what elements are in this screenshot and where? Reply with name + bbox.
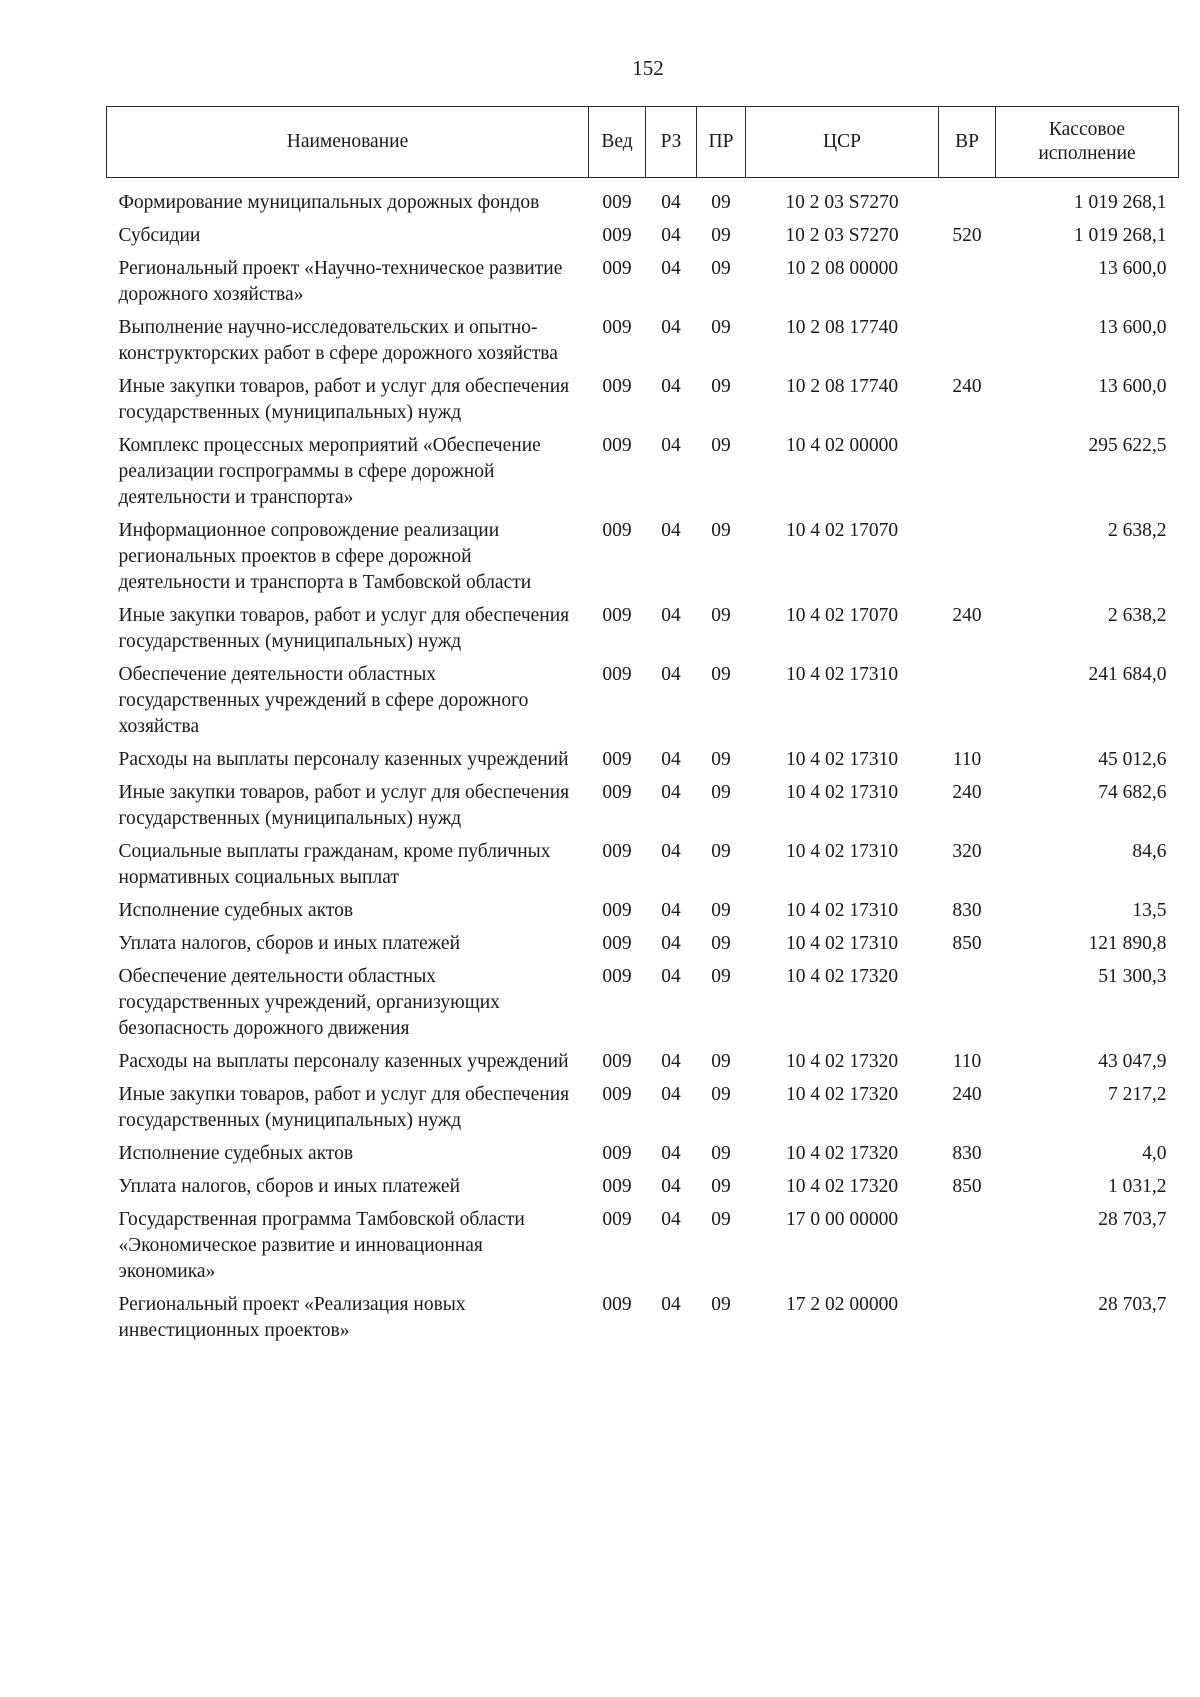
row-csr: 10 2 03 S7270: [785, 225, 899, 246]
row-rz: 04: [661, 841, 681, 862]
row-pr: 09: [711, 317, 731, 338]
row-csr: 10 4 02 17310: [785, 749, 899, 770]
row-name: Обеспечение деятельности областных государственных учреждений, организующих безопасность дорожного движения: [118, 966, 500, 1039]
row-ved: 009: [602, 841, 632, 862]
row-rz: 04: [661, 317, 681, 338]
row-rz: 04: [661, 192, 681, 213]
table-row: [107, 1141, 1179, 1174]
row-vr: 240: [952, 605, 982, 626]
table-row: [107, 223, 1179, 256]
row-pr: 09: [711, 520, 731, 541]
row-vr: 320: [952, 841, 982, 862]
row-rz: 04: [661, 966, 681, 987]
table-row: [107, 1049, 1179, 1082]
row-pr: 09: [711, 1294, 731, 1315]
row-amount: 2 638,2: [1108, 605, 1167, 626]
row-rz: 04: [661, 664, 681, 685]
row-vr: [939, 518, 996, 603]
row-pr: 09: [711, 841, 731, 862]
row-vr: 240: [952, 782, 982, 803]
row-ved: 009: [602, 435, 632, 456]
row-amount: 28 703,7: [1098, 1209, 1167, 1230]
row-csr: 10 4 02 17310: [785, 900, 899, 921]
row-csr: 10 4 02 17320: [785, 1143, 899, 1164]
header-amount: Кассовое исполнение: [996, 107, 1179, 178]
row-csr: 17 0 00 00000: [785, 1209, 899, 1230]
row-vr: [939, 256, 996, 315]
row-ved: 009: [602, 933, 632, 954]
row-ved: 009: [602, 225, 632, 246]
row-name: Комплекс процессных мероприятий «Обеспечение реализации госпрограммы в сфере дорожной деятельности и транспорта»: [118, 435, 541, 508]
row-amount: 13 600,0: [1098, 258, 1167, 279]
row-amount: 2 638,2: [1108, 520, 1167, 541]
row-vr: 110: [952, 749, 982, 770]
row-ved: 009: [602, 1084, 632, 1105]
row-rz: 04: [661, 1176, 681, 1197]
table-row: [107, 1207, 1179, 1292]
row-rz: 04: [661, 933, 681, 954]
row-pr: 09: [711, 258, 731, 279]
row-name: Уплата налогов, сборов и иных платежей: [118, 933, 461, 954]
row-amount: 295 622,5: [1088, 435, 1167, 456]
row-rz: 04: [661, 520, 681, 541]
row-amount: 7 217,2: [1108, 1084, 1167, 1105]
row-amount: 28 703,7: [1098, 1294, 1167, 1315]
row-pr: 09: [711, 966, 731, 987]
table-row: [107, 433, 1179, 518]
row-name: Государственная программа Тамбовской области «Экономическое развитие и инновационная экономика»: [118, 1209, 525, 1282]
row-pr: 09: [711, 664, 731, 685]
row-vr: 850: [952, 933, 982, 954]
row-vr: [939, 1207, 996, 1292]
row-name: Расходы на выплаты персоналу казенных учреждений: [118, 749, 569, 770]
header-csr: ЦСР: [746, 107, 939, 178]
row-pr: 09: [711, 376, 731, 397]
row-amount: 13 600,0: [1098, 376, 1167, 397]
row-amount: 13,5: [1132, 900, 1167, 921]
row-csr: 10 2 03 S7270: [785, 192, 899, 213]
row-ved: 009: [602, 520, 632, 541]
row-name: Субсидии: [118, 225, 201, 246]
row-vr: [939, 662, 996, 747]
row-vr: 850: [952, 1176, 982, 1197]
row-pr: 09: [711, 1143, 731, 1164]
row-ved: 009: [602, 749, 632, 770]
row-rz: 04: [661, 1084, 681, 1105]
table-row: [107, 747, 1179, 780]
row-rz: 04: [661, 900, 681, 921]
row-ved: 009: [602, 317, 632, 338]
row-ved: 009: [602, 1209, 632, 1230]
row-amount: 1 019 268,1: [1073, 225, 1167, 246]
row-rz: 04: [661, 605, 681, 626]
table-row: [107, 603, 1179, 662]
row-pr: 09: [711, 192, 731, 213]
row-pr: 09: [711, 933, 731, 954]
page-number: 152: [632, 56, 664, 80]
row-amount: 45 012,6: [1098, 749, 1167, 770]
row-vr: [939, 433, 996, 518]
row-rz: 04: [661, 435, 681, 456]
table-row: [107, 518, 1179, 603]
row-csr: 10 4 02 17310: [785, 664, 899, 685]
row-vr: [939, 1292, 996, 1351]
row-amount: 4,0: [1142, 1143, 1167, 1164]
row-name: Формирование муниципальных дорожных фондов: [118, 192, 540, 213]
row-csr: 10 4 02 17310: [785, 841, 899, 862]
row-amount: 13 600,0: [1098, 317, 1167, 338]
header-pr: ПР: [697, 107, 746, 178]
row-name: Иные закупки товаров, работ и услуг для обеспечения государственных (муниципальных) нужд: [118, 782, 570, 829]
row-vr: 830: [952, 900, 982, 921]
row-amount: 1 031,2: [1108, 1176, 1167, 1197]
row-ved: 009: [602, 1051, 632, 1072]
row-ved: 009: [602, 1143, 632, 1164]
table-row: [107, 374, 1179, 433]
row-vr: 830: [952, 1143, 982, 1164]
row-csr: 10 4 02 17310: [785, 933, 899, 954]
row-ved: 009: [602, 664, 632, 685]
row-name: Иные закупки товаров, работ и услуг для обеспечения государственных (муниципальных) нужд: [118, 1084, 570, 1131]
row-name: Исполнение судебных актов: [118, 1143, 354, 1164]
row-csr: 10 2 08 17740: [785, 317, 899, 338]
row-amount: 121 890,8: [1088, 933, 1167, 954]
row-amount: 51 300,3: [1098, 966, 1167, 987]
row-vr: [939, 178, 996, 224]
row-amount: 43 047,9: [1098, 1051, 1167, 1072]
row-csr: 10 4 02 17320: [785, 1176, 899, 1197]
row-rz: 04: [661, 1209, 681, 1230]
row-name: Региональный проект «Научно-техническое развитие дорожного хозяйства»: [118, 258, 563, 305]
row-ved: 009: [602, 966, 632, 987]
row-csr: 10 2 08 00000: [785, 258, 899, 279]
row-name: Региональный проект «Реализация новых инвестиционных проектов»: [118, 1294, 466, 1341]
row-vr: 240: [952, 376, 982, 397]
row-name: Информационное сопровождение реализации региональных проектов в сфере дорожной деятельности и транспорта в Тамбовской области: [118, 520, 532, 593]
row-ved: 009: [602, 258, 632, 279]
table-row: [107, 898, 1179, 931]
table-row: [107, 178, 1179, 224]
row-vr: [939, 315, 996, 374]
row-pr: 09: [711, 605, 731, 626]
table-row: [107, 1292, 1179, 1351]
row-vr: 110: [952, 1051, 982, 1072]
table-row: [107, 662, 1179, 747]
table-body: [107, 178, 1179, 1352]
row-csr: 10 4 02 17070: [785, 520, 899, 541]
row-ved: 009: [602, 1176, 632, 1197]
table-row: [107, 1174, 1179, 1207]
row-rz: 04: [661, 225, 681, 246]
row-pr: 09: [711, 1176, 731, 1197]
row-ved: 009: [602, 900, 632, 921]
row-csr: 10 4 02 17310: [785, 782, 899, 803]
row-csr: 10 4 02 00000: [785, 435, 899, 456]
row-ved: 009: [602, 192, 632, 213]
row-csr: 10 4 02 17320: [785, 966, 899, 987]
table-header-row: [107, 107, 1179, 178]
table-row: [107, 315, 1179, 374]
row-pr: 09: [711, 435, 731, 456]
expenditure-table: [106, 106, 1179, 1351]
header-name: Наименование: [107, 107, 589, 178]
row-csr: 10 2 08 17740: [785, 376, 899, 397]
row-rz: 04: [661, 1294, 681, 1315]
row-pr: 09: [711, 749, 731, 770]
row-csr: 17 2 02 00000: [785, 1294, 899, 1315]
row-csr: 10 4 02 17070: [785, 605, 899, 626]
row-pr: 09: [711, 225, 731, 246]
row-ved: 009: [602, 605, 632, 626]
header-ved: Вед: [589, 107, 646, 178]
row-name: Социальные выплаты гражданам, кроме публичных нормативных социальных выплат: [118, 841, 551, 888]
header-vr: ВР: [939, 107, 996, 178]
row-rz: 04: [661, 782, 681, 803]
row-amount: 74 682,6: [1098, 782, 1167, 803]
row-vr: 240: [952, 1084, 982, 1105]
row-pr: 09: [711, 1051, 731, 1072]
row-name: Обеспечение деятельности областных государственных учреждений в сфере дорожного хозяйства: [118, 664, 529, 737]
table-row: [107, 1082, 1179, 1141]
row-csr: 10 4 02 17320: [785, 1051, 899, 1072]
row-rz: 04: [661, 258, 681, 279]
row-name: Выполнение научно-исследовательских и опытно-конструкторских работ в сфере дорожного хозяйства: [118, 317, 558, 364]
row-name: Исполнение судебных актов: [118, 900, 354, 921]
row-ved: 009: [602, 782, 632, 803]
table-row: [107, 839, 1179, 898]
row-rz: 04: [661, 749, 681, 770]
row-ved: 009: [602, 1294, 632, 1315]
table-row: [107, 256, 1179, 315]
row-vr: 520: [952, 225, 982, 246]
row-rz: 04: [661, 1051, 681, 1072]
header-rz: РЗ: [646, 107, 697, 178]
row-name: Иные закупки товаров, работ и услуг для обеспечения государственных (муниципальных) нужд: [118, 376, 570, 423]
row-vr: [939, 964, 996, 1049]
row-pr: 09: [711, 1084, 731, 1105]
row-pr: 09: [711, 900, 731, 921]
row-pr: 09: [711, 1209, 731, 1230]
row-rz: 04: [661, 1143, 681, 1164]
row-pr: 09: [711, 782, 731, 803]
row-amount: 84,6: [1132, 841, 1167, 862]
row-amount: 241 684,0: [1088, 664, 1167, 685]
row-name: Уплата налогов, сборов и иных платежей: [118, 1176, 461, 1197]
row-name: Расходы на выплаты персоналу казенных учреждений: [118, 1051, 569, 1072]
row-amount: 1 019 268,1: [1073, 192, 1167, 213]
row-ved: 009: [602, 376, 632, 397]
row-rz: 04: [661, 376, 681, 397]
table-row: [107, 964, 1179, 1049]
row-name: Иные закупки товаров, работ и услуг для обеспечения государственных (муниципальных) нужд: [118, 605, 570, 652]
row-csr: 10 4 02 17320: [785, 1084, 899, 1105]
table-row: [107, 931, 1179, 964]
table-row: [107, 780, 1179, 839]
